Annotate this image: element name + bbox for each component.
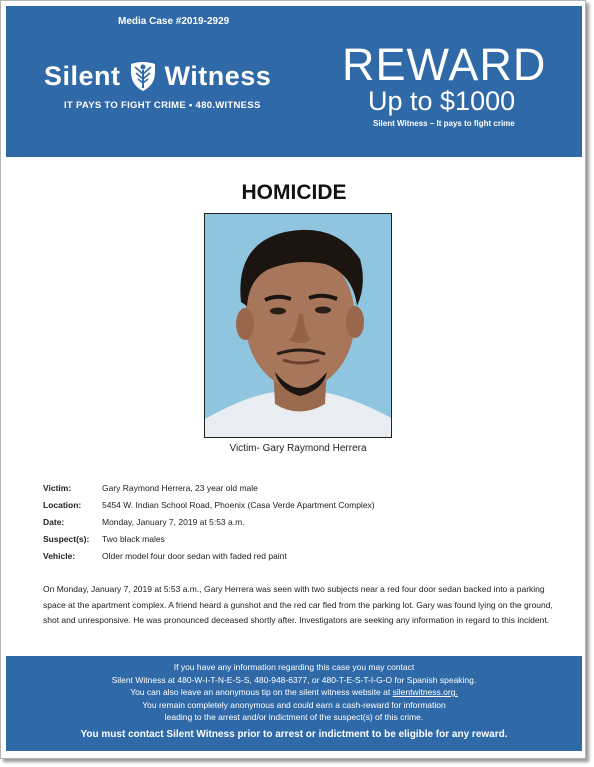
footer-line: If you have any information regarding this case you may contact xyxy=(173,662,415,672)
footer-line xyxy=(6,686,582,699)
victim-portrait-image xyxy=(205,214,391,437)
reward-title: REWARD xyxy=(342,39,547,90)
brand-word-witness: Witness xyxy=(164,60,272,91)
victim-photo xyxy=(204,213,392,438)
footer-banner xyxy=(6,656,582,751)
reward-amount: Up to $1000 xyxy=(368,86,516,116)
fact-label: Location: xyxy=(43,500,82,510)
footer-line-text: You can also leave an anonymous tip on the silent witness website at xyxy=(130,687,393,697)
media-case-number: Media Case #2019-2929 xyxy=(118,16,230,27)
case-title: HOMICIDE xyxy=(241,181,347,204)
footer-line: Silent Witness at 480-W-I-T-N-E-S-S, 480-948-6377, or 480-T-E-S-T-I-G-O for Spanish speaking. xyxy=(111,674,477,685)
tree-shield-icon xyxy=(125,58,161,94)
fact-label: Vehicle: xyxy=(43,551,76,561)
fact-label: Victim: xyxy=(43,483,72,493)
fact-value: Two black males xyxy=(102,534,165,544)
photo-caption: Victim- Gary Raymond Herrera xyxy=(229,443,367,454)
footer-line: You remain completely anonymous and could earn a cash-reward for information xyxy=(142,699,446,710)
tagline: IT PAYS TO FIGHT CRIME • 480.WITNESS xyxy=(64,100,261,111)
silent-witness-logo xyxy=(44,56,271,96)
fact-value: Gary Raymond Herrera, 23 year old male xyxy=(102,483,258,493)
footer-line: leading to the arrest and/or indictment of the suspect(s) of this crime. xyxy=(164,712,424,722)
brand-word-silent: Silent xyxy=(44,60,121,91)
eligibility-notice: You must contact Silent Witness prior to arrest or indictment to be eligible for any reward. xyxy=(80,728,508,740)
footer-instructions xyxy=(6,656,582,724)
fact-label: Date: xyxy=(43,517,65,527)
website-link[interactable]: silentwitness.org. xyxy=(392,687,458,697)
header-banner xyxy=(6,6,582,157)
reward-subtitle: Silent Witness – It pays to fight crime xyxy=(373,119,515,128)
fact-label: Suspect(s): xyxy=(43,534,90,544)
case-narrative: On Monday, January 7, 2019 at 5:53 a.m., Gary Herrera was seen with two subjects near a red four door sedan backed into a parking space at the apartment complex. A friend heard a gunshot and the red car fled from the parking lot. Gary was found lying on the ground, shot and unresponsive. He was pronounced deceased shortly after. Investigators are seeking any information in regard to this incident. xyxy=(43,584,553,625)
fact-value: Older model four door sedan with faded red paint xyxy=(102,551,287,561)
fact-value: 5454 W. Indian School Road, Phoenix (Casa Verde Apartment Complex) xyxy=(102,500,375,510)
fact-value: Monday, January 7, 2019 at 5:53 a.m. xyxy=(102,517,245,527)
